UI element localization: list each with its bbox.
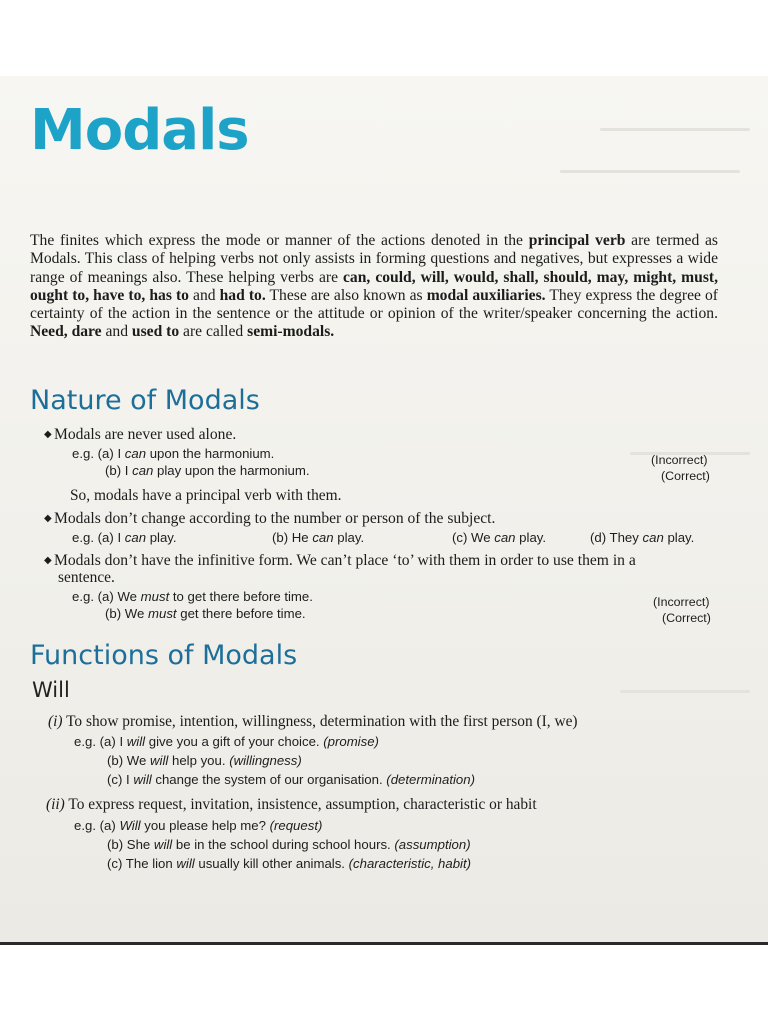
page-bottom-edge — [0, 942, 768, 945]
subheading-will: Will — [32, 678, 70, 702]
example-line: e.g. (a) I will give you a gift of your choice. (promise) — [74, 734, 379, 749]
diamond-bullet-icon: ◆ — [44, 429, 52, 440]
example-line: (b) I can play upon the harmonium. — [105, 463, 310, 478]
correct-tag: (Correct) — [661, 469, 710, 483]
function-item: (i) To show promise, intention, willingness, determination with the first person (I, we) — [48, 713, 578, 730]
bullet-item: ◆ Modals are never used alone. — [44, 426, 237, 443]
example-line: (b) We will help you. (willingness) — [107, 753, 302, 768]
function-item: (ii) To express request, invitation, insistence, assumption, characteristic or habit — [46, 796, 537, 813]
example-line: (b) He can play. — [272, 530, 365, 545]
example-line: e.g. (a) I can play. — [72, 530, 177, 545]
example-line: (c) I will change the system of our organisation. (determination) — [107, 772, 475, 787]
incorrect-tag: (Incorrect) — [651, 453, 708, 467]
bullet-continuation: sentence. — [58, 569, 115, 586]
intro-paragraph: The finites which express the mode or manner of the actions denoted in the principal verb are termed as Modals. This class of helping verbs not only assists in forming questions and negatives, but expresses a wide range of meanings also. These helping verbs are can, could, will, would, shall, should, may, might, must, ought to, have to, has to and had to. These are also known as modal auxiliaries. They express the degree of certainty of the action in the sentence or the attitude or opinion of the writer/speaker concerning the action. Need, dare and used to are called semi-modals. — [30, 232, 719, 341]
example-line: e.g. (a) I can upon the harmonium. — [72, 446, 275, 461]
bullet-item: ◆ Modals don’t have the infinitive form. We can’t place ‘to’ with them in order to use them in a — [44, 552, 636, 569]
section-heading-functions: Functions of Modals — [30, 640, 298, 671]
example-line: e.g. (a) Will you please help me? (request) — [74, 818, 323, 833]
diamond-bullet-icon: ◆ — [44, 513, 52, 524]
section-heading-nature: Nature of Modals — [30, 385, 260, 416]
example-line: (b) We must get there before time. — [105, 606, 306, 621]
bleed-through-mark — [560, 170, 740, 173]
bleed-through-mark — [620, 690, 750, 693]
incorrect-tag: (Incorrect) — [653, 595, 710, 609]
example-line: e.g. (a) We must to get there before time. — [72, 589, 313, 604]
example-line: (c) The lion will usually kill other animals. (characteristic, habit) — [107, 856, 472, 871]
example-line: (c) We can play. — [452, 530, 547, 545]
example-line: (b) She will be in the school during school hours. (assumption) — [107, 837, 471, 852]
bleed-through-mark — [600, 128, 750, 131]
correct-tag: (Correct) — [662, 611, 711, 625]
page-title: Modals — [30, 98, 249, 163]
diamond-bullet-icon: ◆ — [44, 555, 52, 566]
example-line: (d) They can play. — [590, 530, 695, 545]
explanation-line: So, modals have a principal verb with them. — [70, 487, 342, 504]
bullet-item: ◆ Modals don’t change according to the number or person of the subject. — [44, 510, 496, 527]
